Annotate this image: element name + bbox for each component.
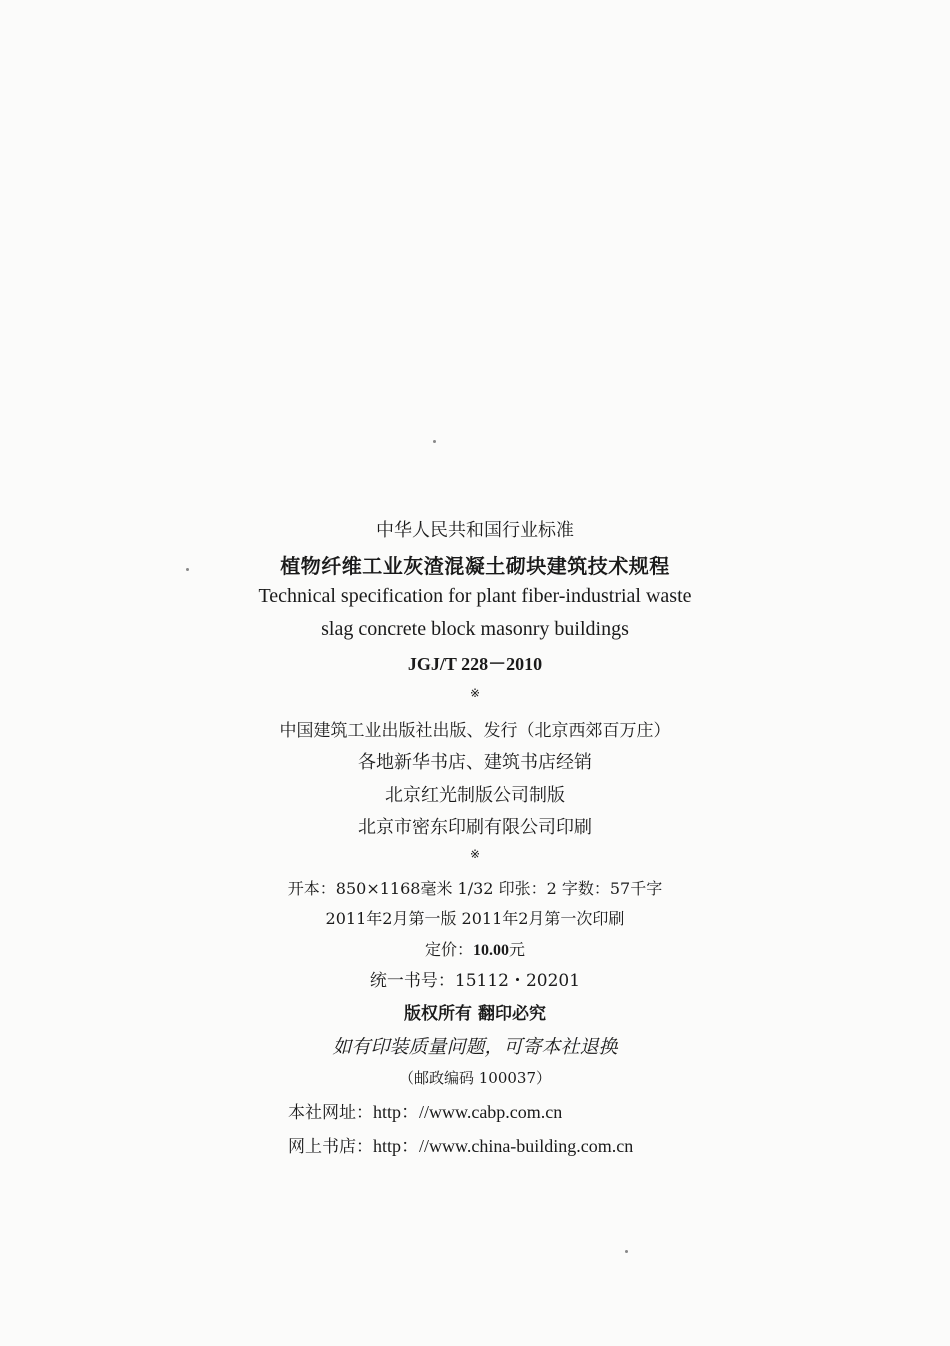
bookstore-label: 网上书店：	[288, 1137, 373, 1157]
website-url[interactable]: http：//www.cabp.com.cn	[373, 1102, 563, 1122]
website-label: 本社网址：	[288, 1103, 373, 1123]
unified-book-number: 统一书号：15112・20201	[369, 971, 581, 991]
standard-code: JGJ/T 228－2010	[407, 654, 543, 674]
plate-maker-line: 北京红光制版公司制版	[385, 785, 565, 806]
separator-mark: ※	[469, 847, 481, 861]
price-label: 定价：	[424, 940, 473, 959]
copyright-notice: 版权所有 翻印必究	[404, 1004, 546, 1024]
quality-notice: 如有印装质量问题，可寄本社退换	[332, 1036, 618, 1058]
scan-speck	[625, 1250, 628, 1253]
price-line	[0, 937, 950, 960]
standard-type: 中华人民共和国行业标准	[376, 520, 574, 541]
postal-code: （邮政编码 100037）	[398, 1069, 552, 1087]
title-chinese: 植物纤维工业灰渣混凝土砌块建筑技术规程	[280, 554, 670, 578]
title-english-line1: Technical specification for plant fiber-industrial waste	[258, 585, 692, 607]
distributor-line: 各地新华书店、建筑书店经销	[358, 752, 592, 773]
bookstore-line	[288, 1132, 633, 1158]
title-english-line2: slag concrete block masonry buildings	[321, 618, 629, 640]
scan-speck	[433, 440, 436, 443]
price-unit: 元	[509, 940, 526, 959]
price-value: 10.00	[473, 942, 509, 959]
edition-line: 2011年2月第一版 2011年2月第一次印刷	[325, 909, 625, 928]
website-line	[288, 1098, 562, 1124]
separator-mark: ※	[469, 686, 481, 700]
publisher-line: 中国建筑工业出版社出版、发行（北京西郊百万庄）	[279, 721, 671, 741]
bookstore-url[interactable]: http：//www.china-building.com.cn	[373, 1136, 634, 1156]
format-specs: 开本：850×1168毫米 1/32 印张：2 字数：57千字	[287, 879, 663, 898]
printer-line: 北京市密东印刷有限公司印刷	[358, 817, 592, 838]
